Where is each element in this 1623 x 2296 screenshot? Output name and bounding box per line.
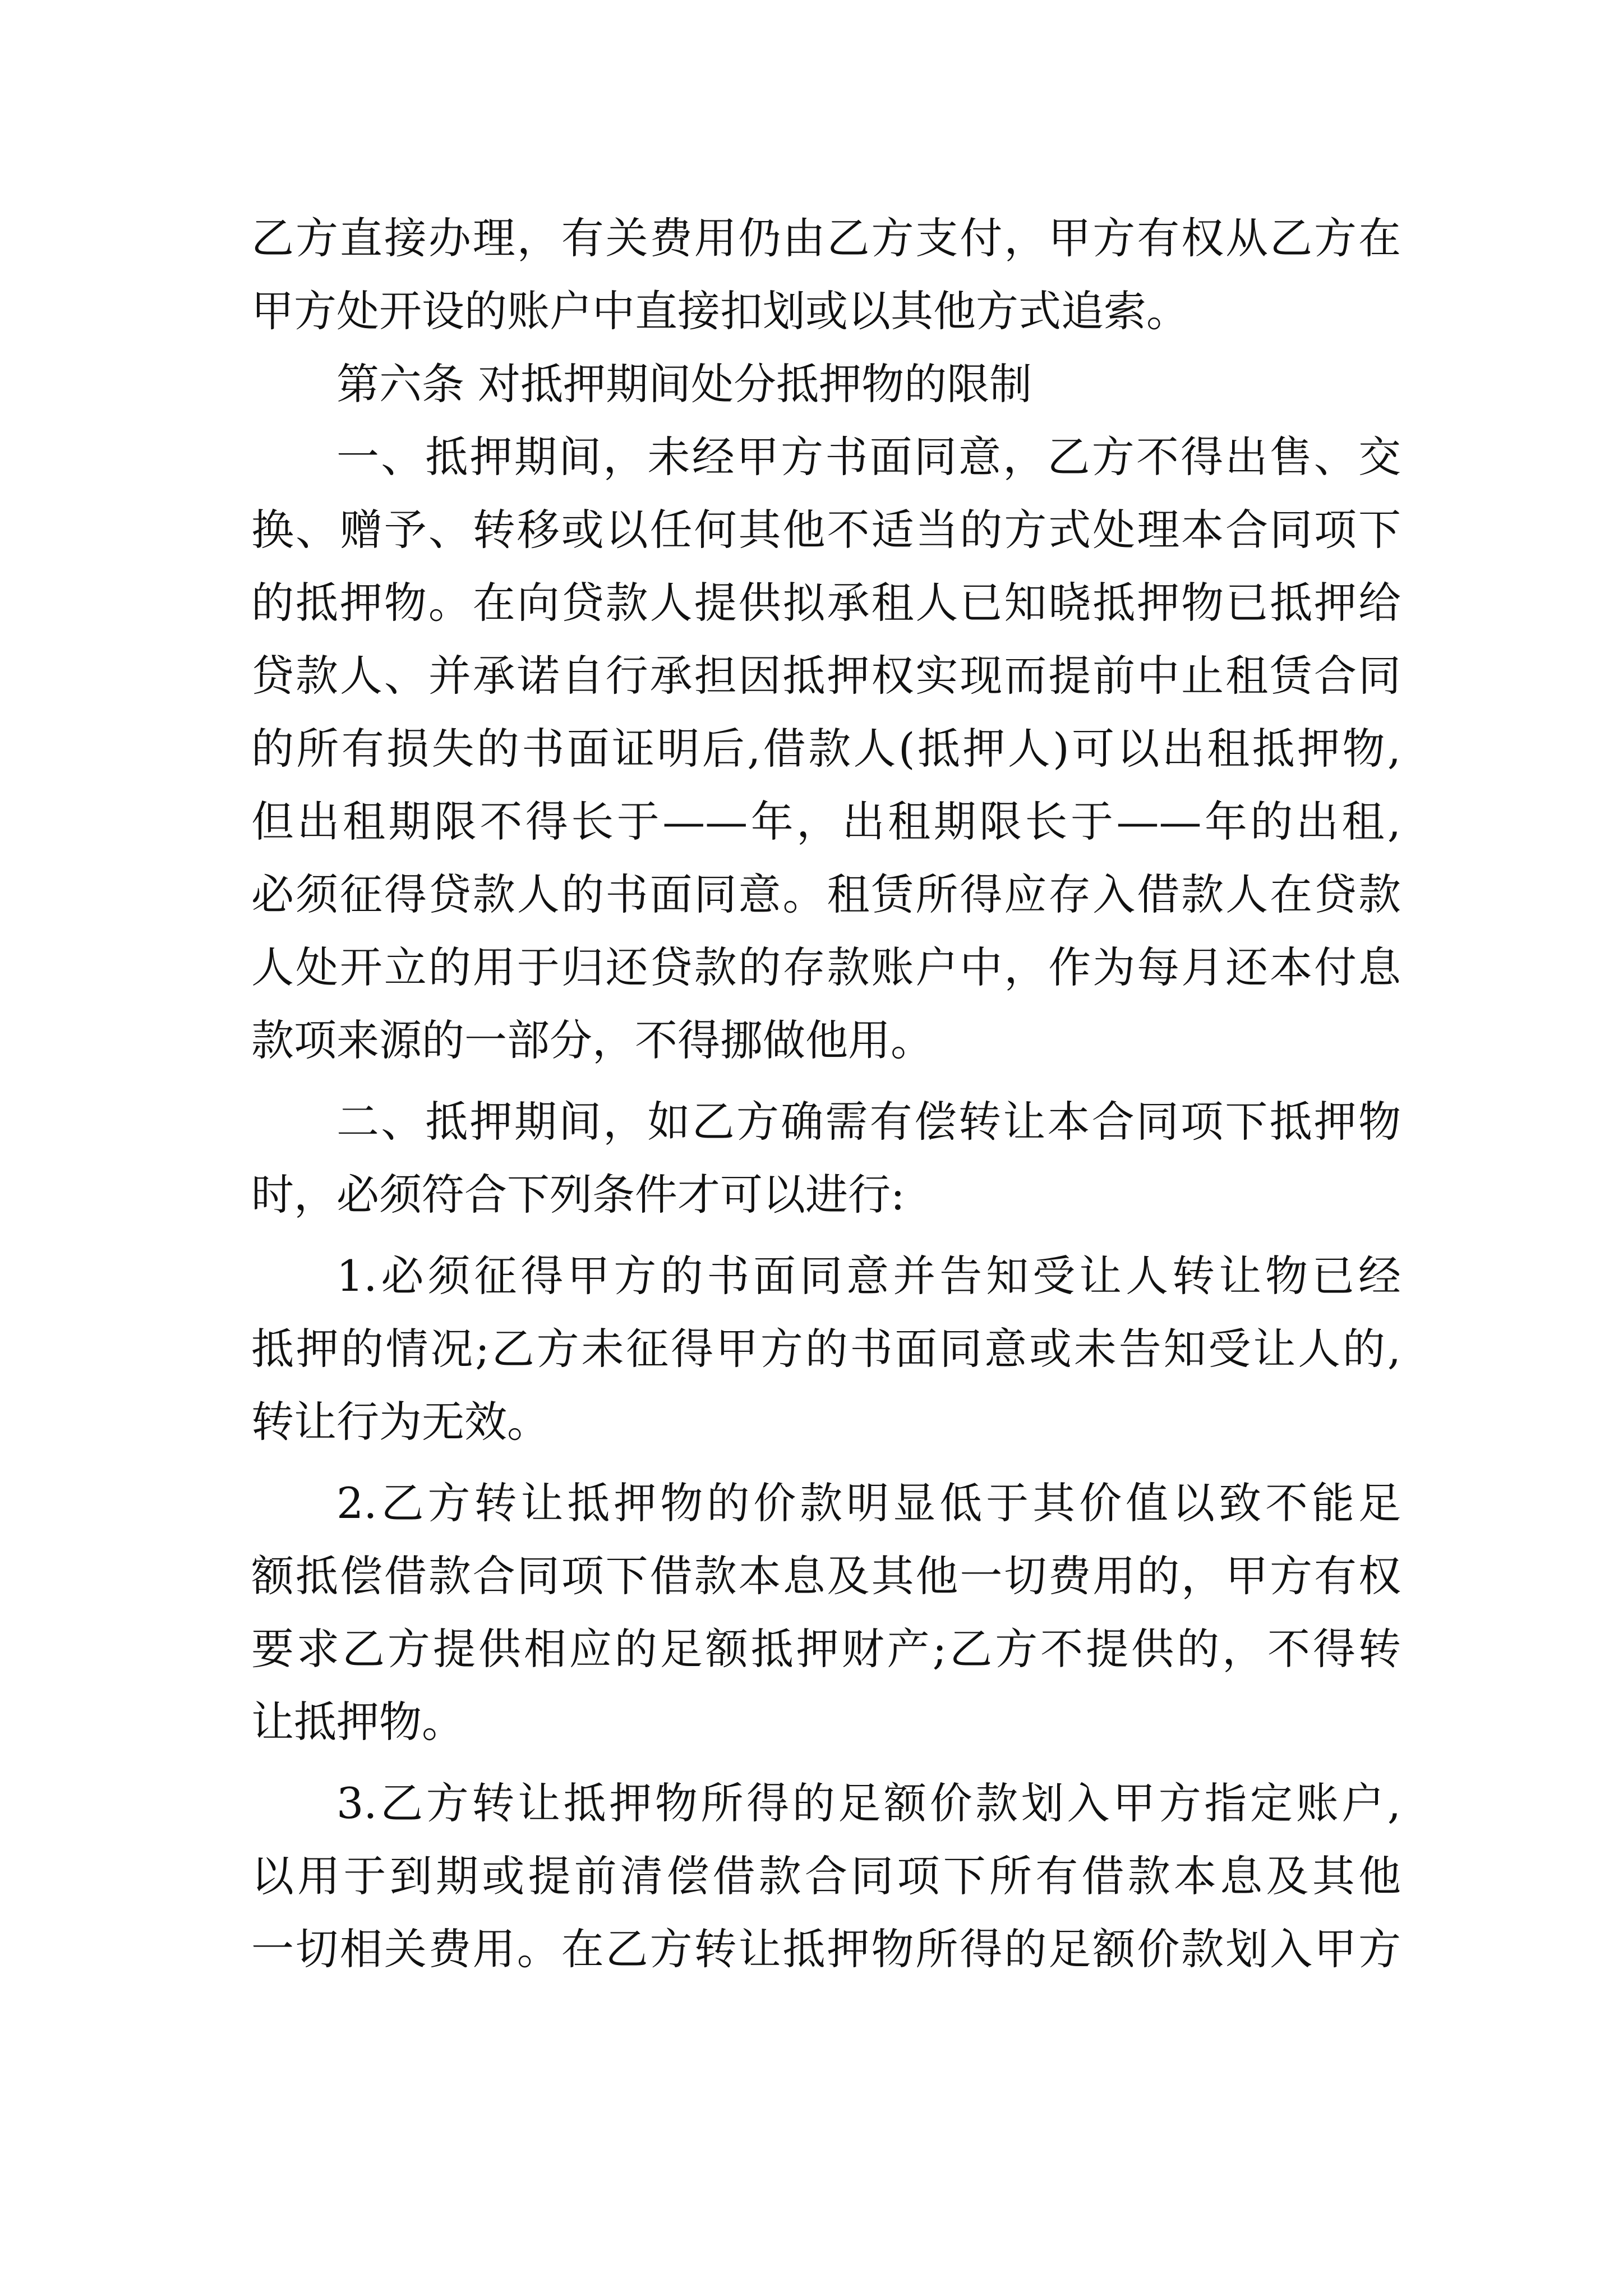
- article-heading: 第六条 对抵押期间处分抵押物的限制: [336, 359, 1032, 409]
- text-line: 但出租期限不得长于——年，出租期限长于——年的出租,: [251, 797, 1401, 846]
- text-line: 一、抵押期间，未经甲方书面同意，乙方不得出售、交: [336, 432, 1401, 482]
- text-line: 时，必须符合下列条件才可以进行:: [251, 1170, 905, 1220]
- text-line: 必须征得贷款人的书面同意。租赁所得应存入借款人在贷款: [251, 869, 1401, 919]
- text-line: 2.乙方转让抵押物的价款明显低于其价值以致不能足: [336, 1478, 1401, 1528]
- text-line: 抵押的情况;乙方未征得甲方的书面同意或未告知受让人的,: [251, 1324, 1401, 1374]
- text-line: 额抵偿借款合同项下借款本息及其他一切费用的，甲方有权: [251, 1551, 1401, 1601]
- text-line: 乙方直接办理，有关费用仍由乙方支付，甲方有权从乙方在: [251, 213, 1401, 263]
- text-line: 的抵押物。在向贷款人提供拟承租人已知晓抵押物已抵押给: [251, 578, 1401, 628]
- text-line: 转让行为无效。: [251, 1397, 550, 1447]
- text-line: 3.乙方转让抵押物所得的足额价款划入甲方指定账户,: [336, 1778, 1401, 1828]
- text-line: 以用于到期或提前清偿借款合同项下所有借款本息及其他: [251, 1851, 1401, 1901]
- text-line: 二、抵押期间，如乙方确需有偿转让本合同项下抵押物: [336, 1097, 1401, 1147]
- text-line: 甲方处开设的账户中直接扣划或以其他方式追索。: [251, 286, 1189, 336]
- text-line: 让抵押物。: [251, 1697, 464, 1747]
- text-line: 换、赠予、转移或以任何其他不适当的方式处理本合同项下: [251, 505, 1401, 555]
- text-line: 要求乙方提供相应的足额抵押财产;乙方不提供的，不得转: [251, 1624, 1401, 1674]
- text-line: 1.必须征得甲方的书面同意并告知受让人转让物已经: [336, 1251, 1401, 1301]
- text-line: 一切相关费用。在乙方转让抵押物所得的足额价款划入甲方: [251, 1924, 1401, 1974]
- text-line: 款项来源的一部分，不得挪做他用。: [251, 1015, 933, 1065]
- text-line: 人处开立的用于归还贷款的存款账户中，作为每月还本付息: [251, 942, 1401, 992]
- text-line: 的所有损失的书面证明后,借款人(抵押人)可以出租抵押物,: [251, 724, 1401, 774]
- text-line: 贷款人、并承诺自行承担因抵押权实现而提前中止租赁合同: [251, 651, 1401, 701]
